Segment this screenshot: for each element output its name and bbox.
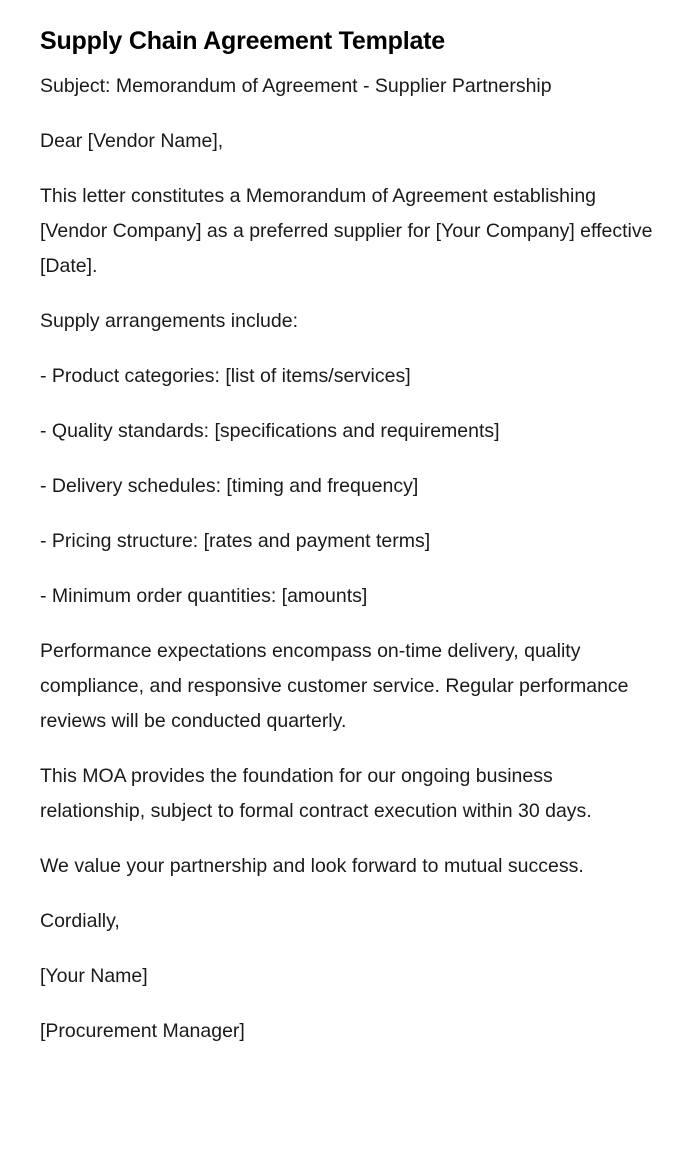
greeting: Dear [Vendor Name], (40, 130, 224, 152)
arrangement-item-minimum-order: - Minimum order quantities: [amounts] (40, 585, 368, 607)
arrangement-item-delivery-schedules: - Delivery schedules: [timing and frequency] (40, 475, 419, 497)
value-paragraph: We value your partnership and look forward to mutual success. (40, 855, 584, 877)
subject-line: Subject: Memorandum of Agreement - Supplier Partnership (40, 75, 552, 97)
arrangement-item-pricing-structure: - Pricing structure: [rates and payment terms] (40, 530, 431, 552)
arrangement-item-product-categories: - Product categories: [list of items/services] (40, 365, 411, 387)
foundation-paragraph: This MOA provides the foundation for our ongoing business relationship, subject to formal contract execution within 30 days. (40, 765, 592, 822)
arrangements-heading: Supply arrangements include: (40, 310, 298, 332)
arrangement-item-quality-standards: - Quality standards: [specifications and requirements] (40, 420, 500, 442)
performance-paragraph: Performance expectations encompass on-time delivery, quality compliance, and responsive customer service. Regular performance reviews will be conducted quarterly. (40, 640, 629, 732)
signature-name: [Your Name] (40, 965, 148, 987)
signature-title: [Procurement Manager] (40, 1020, 245, 1042)
closing-line: Cordially, (40, 910, 120, 932)
intro-paragraph: This letter constitutes a Memorandum of Agreement establishing [Vendor Company] as a preferred supplier for [Your Company] effective [Date]. (40, 185, 653, 277)
document-title: Supply Chain Agreement Template (40, 27, 445, 55)
